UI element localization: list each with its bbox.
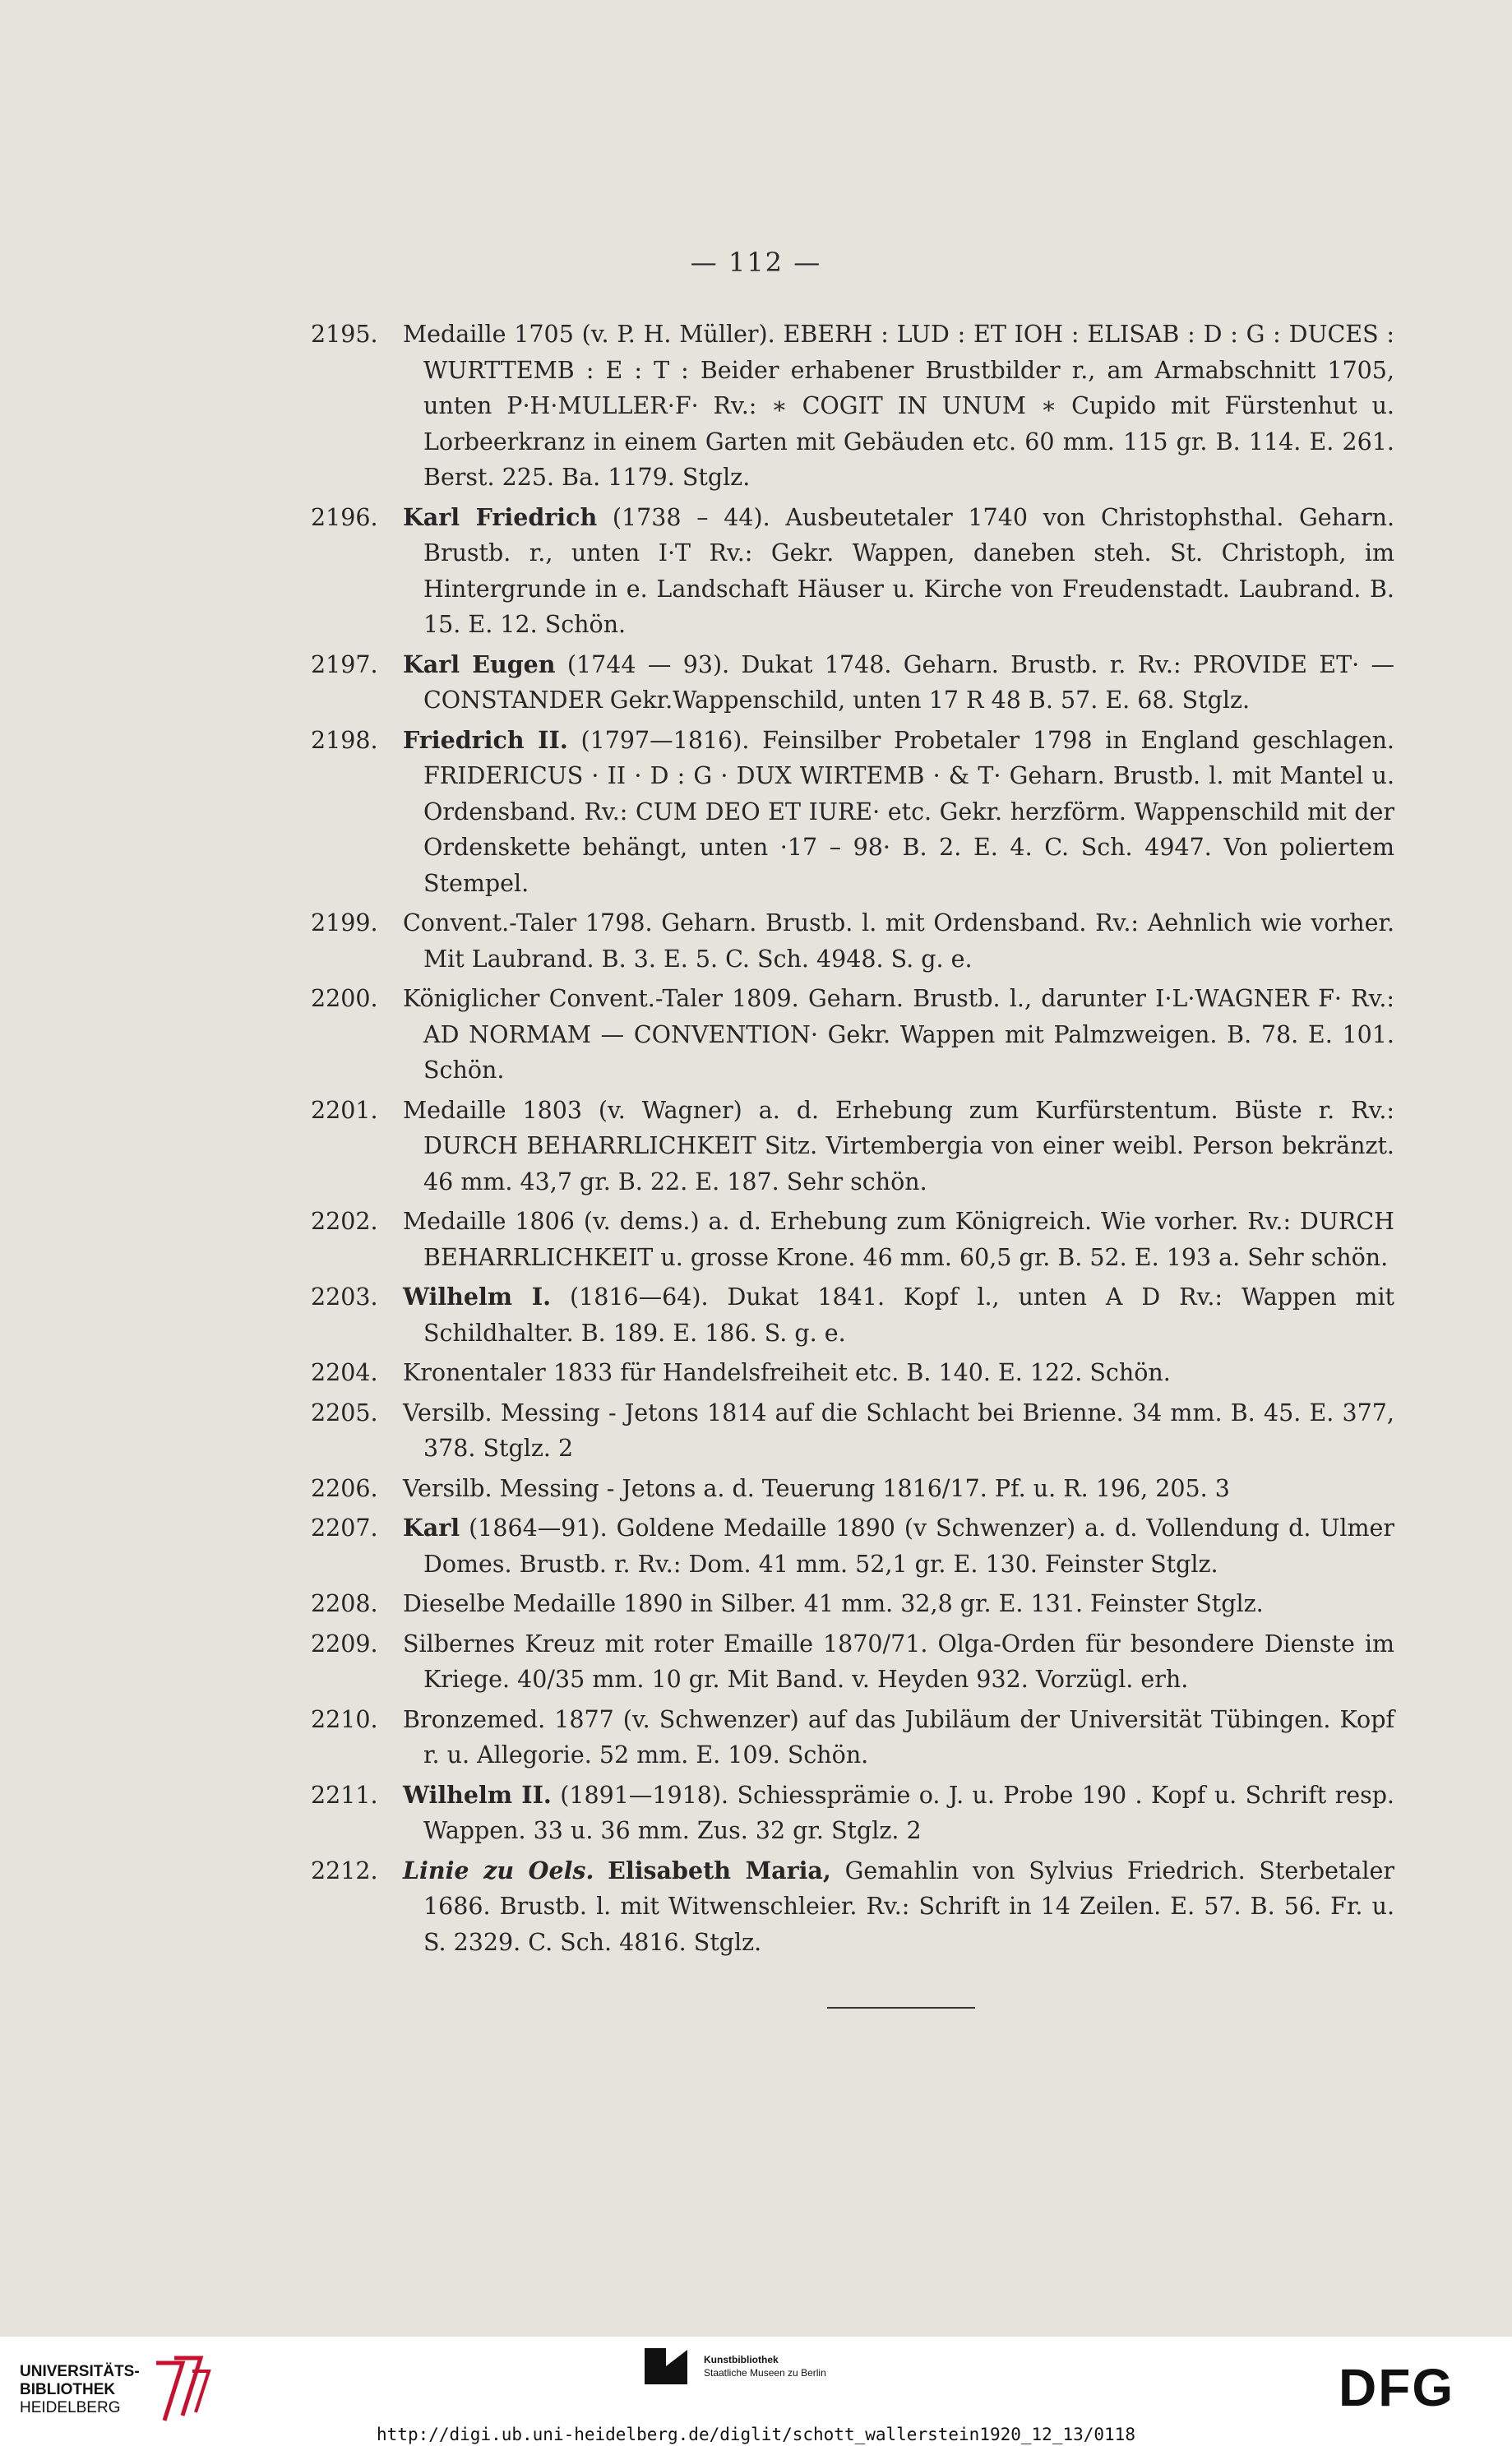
entry-description: (1744 — 93). Dukat 1748. Geharn. Brustb. r. Rv.: PROVIDE ET· — CONSTANDER Gekr.Wappenschild, unten 17 R 48 B. 57. E. 68. Stglz. [423, 650, 1394, 714]
entry-number: 2211. [311, 1781, 378, 1809]
entry-series: Linie zu Oels. [403, 1856, 594, 1884]
permalink-url[interactable]: http://digi.ub.uni-heidelberg.de/diglit/schott_wallerstein1920_12_13/0118 [377, 2425, 1135, 2444]
kunstbibliothek-emblem-icon [645, 2348, 691, 2389]
entry-number: 2200. [311, 985, 378, 1012]
entry-body [403, 1586, 1394, 1622]
entry-number: 2206. [311, 1474, 378, 1502]
entry-description: Medaille 1705 (v. P. H. Müller). EBERH : LUD : ET IOH : ELISAB : D : G : DUCES : WURTTEMB : E : T : Beider erhabener Brustbilder r., am Armabschnitt 1705, unten P·H·MULLER·F· Rv.: ∗ COGIT IN UNUM ∗ Cupido mit Fürstenhut u. Lorbeerkranz in einem Garten mit Gebäuden etc. 60 mm. 115 gr. B. 114. E. 261. Berst. 225. Ba. 1179. Stglz. [403, 321, 1394, 491]
entry-number: 2195. [311, 321, 378, 348]
entry-body [403, 647, 1394, 719]
entry-description: Medaille 1803 (v. Wagner) a. d. Erhebung zum Kurfürstentum. Büste r. Rv.: DURCH BEHARRLICHKEIT Sitz. Virtembergia von einer weibl. Person bekränzt. 46 mm. 43,7 gr. B. 22. E. 187. Sehr schön. [403, 1096, 1394, 1195]
catalog-entry [311, 723, 1394, 902]
entry-number: 2212. [311, 1856, 378, 1884]
entry-description: Convent.-Taler 1798. Geharn. Brustb. l. mit Ordensband. Rv.: Aehnlich wie vorher. Mit Laubrand. B. 3. E. 5. C. Sch. 4948. S. g. e. [403, 909, 1394, 973]
kunstbibliothek-subtitle: Staatliche Museen zu Berlin [704, 2367, 826, 2379]
entry-body [403, 1355, 1394, 1391]
entry-ruler-name: Wilhelm II. [403, 1780, 552, 1809]
catalog-entry [311, 1510, 1394, 1582]
entry-number: 2197. [311, 650, 378, 678]
entry-description: Kronentaler 1833 für Handelsfreiheit etc. B. 140. E. 122. Schön. [403, 1359, 1171, 1386]
catalog-entry [311, 1279, 1394, 1351]
catalog-entry [311, 1471, 1394, 1507]
catalog-entry [311, 1395, 1394, 1467]
entry-body [403, 1093, 1394, 1200]
entry-ruler-name: Karl [403, 1514, 460, 1542]
entry-ruler-name: Karl Friedrich [403, 502, 598, 531]
entry-description: (1797—1816). Feinsilber Probetaler 1798 in England geschlagen. FRIDERICUS · II · D : G · DUX WIRTEMB · & T· Geharn. Brustb. l. mit Mantel u. Ordensband. Rv.: CUM DEO ET IURE· etc. Gekr. herzförm. Wappenschild mit der Ordenskette behängt, unten ·17 – 98· B. 2. E. 4. C. Sch. 4947. Von poliertem Stempel. [423, 726, 1394, 897]
ub-emblem-icon [150, 2355, 215, 2427]
entry-body [403, 1626, 1394, 1698]
catalog-entry [311, 1586, 1394, 1622]
entry-body [403, 1471, 1394, 1507]
catalog-entry [311, 1626, 1394, 1698]
entry-description: (1891—1918). Schiessprämie o. J. u. Probe 190 . Kopf u. Schrift resp. Wappen. 33 u. 36 mm. Zus. 32 gr. Stglz. 2 [423, 1781, 1394, 1844]
entry-body [403, 317, 1394, 496]
entry-number: 2202. [311, 1208, 378, 1235]
entry-number: 2204. [311, 1359, 378, 1386]
entry-description: Versilb. Messing - Jetons 1814 auf die Schlacht bei Brienne. 34 mm. B. 45. E. 377, 378. Stglz. 2 [403, 1399, 1394, 1462]
entry-number: 2210. [311, 1705, 378, 1733]
ub-line-1: UNIVERSITÄTS- [20, 2363, 140, 2380]
footer-bar [0, 2337, 1512, 2446]
entry-body [403, 1279, 1394, 1351]
catalog-entry [311, 1702, 1394, 1773]
entry-description: (1864—91). Goldene Medaille 1890 (v Schwenzer) a. d. Vollendung d. Ulmer Domes. Brustb. r. Rv.: Dom. 41 mm. 52,1 gr. E. 130. Feinster Stglz. [423, 1514, 1395, 1578]
entry-number: 2198. [311, 726, 378, 754]
entry-body [403, 1510, 1394, 1582]
entry-description: (1816—64). Dukat 1841. Kopf l., unten A D Rv.: Wappen mit Schildhalter. B. 189. E. 186. S. g. e. [423, 1283, 1395, 1347]
entry-body [403, 1702, 1394, 1773]
entry-body [403, 981, 1394, 1089]
entry-description: Königlicher Convent.-Taler 1809. Geharn. Brustb. l., darunter I·L·WAGNER F· Rv.: AD NORMAM — CONVENTION· Gekr. Wappen mit Palmzweigen. B. 78. E. 101. Schön. [403, 985, 1394, 1084]
catalog-entry [311, 905, 1394, 977]
dfg-logo[interactable]: DFG [1339, 2358, 1455, 2417]
entry-body [403, 500, 1394, 643]
catalog-entry [311, 500, 1394, 643]
entry-description: Silbernes Kreuz mit roter Emaille 1870/71. Olga-Orden für besondere Dienste im Kriege. 40/35 mm. 10 gr. Mit Band. v. Heyden 932. Vorzügl. erh. [403, 1630, 1394, 1693]
entry-description: Versilb. Messing - Jetons a. d. Teuerung 1816/17. Pf. u. R. 196, 205. 3 [403, 1474, 1230, 1502]
entry-number: 2207. [311, 1514, 378, 1542]
catalog-entry [311, 1355, 1394, 1391]
entry-description: Dieselbe Medaille 1890 in Silber. 41 mm. 32,8 gr. E. 131. Feinster Stglz. [403, 1590, 1264, 1617]
entry-description: Bronzemed. 1877 (v. Schwenzer) auf das Jubiläum der Universität Tübingen. Kopf r. u. Allegorie. 52 mm. E. 109. Schön. [403, 1705, 1394, 1769]
entry-body [403, 723, 1394, 902]
entry-ruler-name: Karl Eugen [403, 650, 556, 678]
catalog-entry [311, 647, 1394, 719]
entry-number: 2209. [311, 1630, 378, 1658]
page-number: — 112 — [690, 247, 822, 278]
entry-number: 2199. [311, 909, 378, 936]
entry-number: 2203. [311, 1283, 378, 1311]
catalog-entry [311, 1778, 1394, 1849]
ub-line-2: BIBLIOTHEK [20, 2381, 116, 2398]
catalog-entry [311, 317, 1394, 496]
catalog-entry [311, 1204, 1394, 1275]
entry-body [403, 905, 1394, 977]
kunstbibliothek-text [704, 2353, 826, 2379]
entry-number: 2205. [311, 1399, 378, 1426]
ub-heidelberg-logo[interactable] [20, 2355, 217, 2429]
entry-number: 2208. [311, 1590, 378, 1617]
entry-ruler-name: Friedrich II. [403, 725, 568, 754]
entry-body [403, 1204, 1394, 1275]
entry-ruler-name: Wilhelm I. [403, 1283, 552, 1311]
entry-ruler-name: Elisabeth Maria, [608, 1856, 831, 1884]
kunstbibliothek-name: Kunstbibliothek [704, 2354, 779, 2365]
ub-logo-text [20, 2363, 140, 2417]
entry-description: Gemahlin von Sylvius Friedrich. Sterbetaler 1686. Brustb. l. mit Witwenschleier. Rv.: Schrift in 14 Zeilen. E. 57. B. 56. Fr. u. S. 2329. C. Sch. 4816. Stglz. [423, 1856, 1394, 1956]
kunstbibliothek-logo[interactable] [645, 2347, 891, 2396]
catalog-entry [311, 1093, 1394, 1200]
entry-body [403, 1778, 1394, 1849]
closing-rule [827, 2007, 975, 2009]
catalog-entry [311, 981, 1394, 1089]
catalog-entries [311, 317, 1394, 1964]
entry-number: 2201. [311, 1096, 378, 1124]
entry-number: 2196. [311, 503, 378, 531]
ub-line-3: HEIDELBERG [20, 2399, 121, 2416]
entry-body [403, 1853, 1394, 1961]
catalog-entry [311, 1853, 1394, 1961]
entry-description: Medaille 1806 (v. dems.) a. d. Erhebung zum Königreich. Wie vorher. Rv.: DURCH BEHARRLICHKEIT u. grosse Krone. 46 mm. 60,5 gr. B. 52. E. 193 a. Sehr schön. [403, 1208, 1394, 1271]
entry-body [403, 1395, 1394, 1467]
entry-description: (1738 – 44). Ausbeutetaler 1740 von Christophsthal. Geharn. Brustb. r., unten I·T Rv.: Gekr. Wappen, daneben steh. St. Christoph, im Hintergrunde in e. Landschaft Häuser u. Kirche von Freudenstadt. Laubrand. B. 15. E. 12. Schön. [423, 503, 1395, 638]
